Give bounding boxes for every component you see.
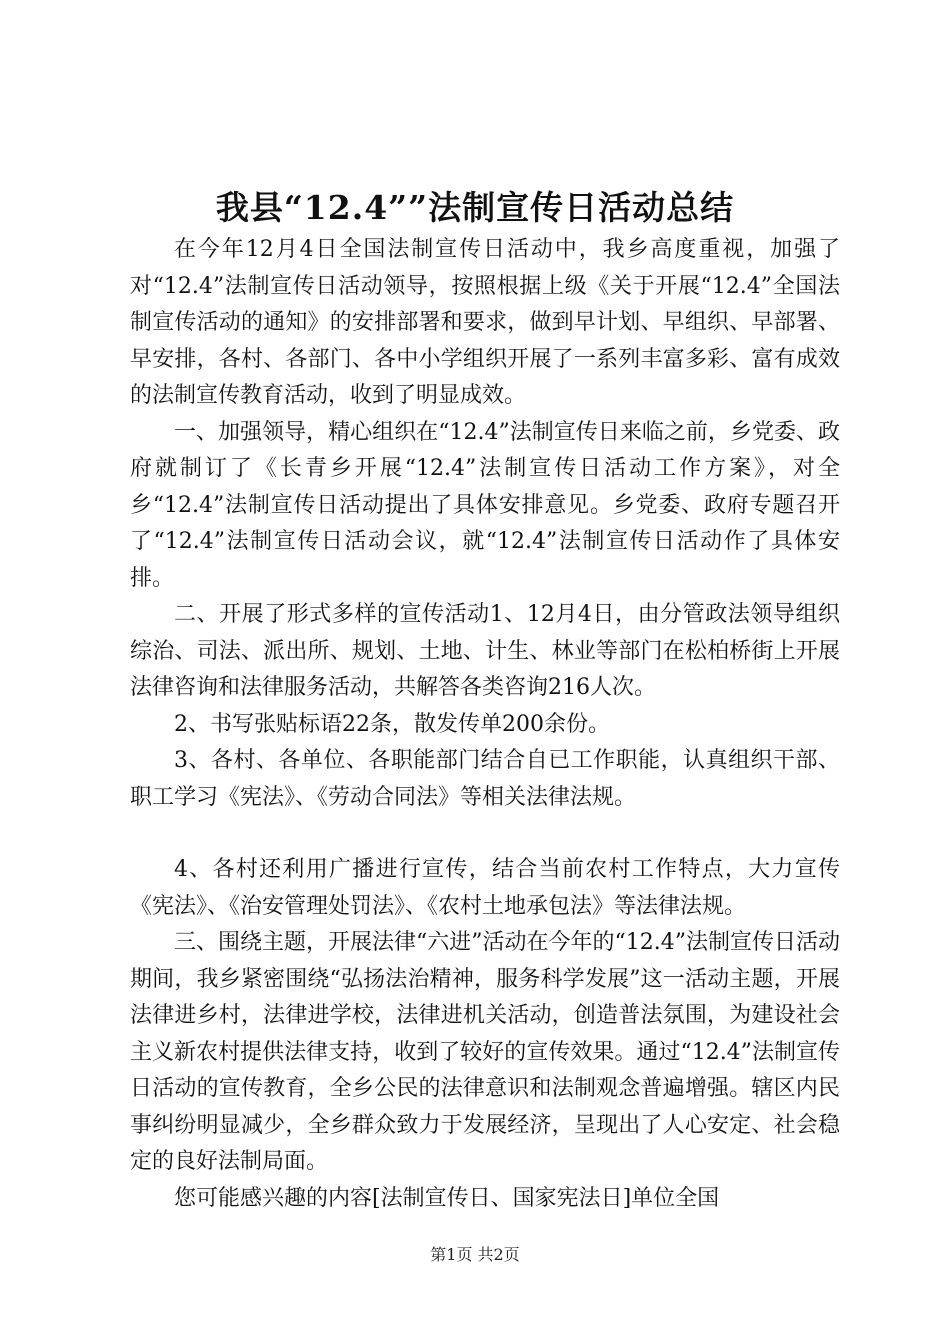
paragraph-intro: 在今年12月4日全国法制宣传日活动中，我乡高度重视，加强了对“12.4”法制宣传日活动领导，按照根据上级《关于开展“12.4”全国法制宣传活动的通知》的安排部署和要求，做到早计划、早组织、早部署、早安排，各村、各部门、各中小学组织开展了一系列丰富多彩、富有成效的法制宣传教育活动，收到了明显成效。 [130,237,840,408]
paragraph-section-3: 三、围绕主题，开展法律“六进”活动在今年的“12.4”法制宣传日活动期间，我乡紧密围绕“弘扬法治精神，服务科学发展”这一活动主题，开展法律进乡村，法律进学校，法律进机关活动，创造普法氛围，为建设社会主义新农村提供法律支持，收到了较好的宣传效果。通过“12.4”法制宣传日活动的宣传教育，全乡公民的法律意识和法制观念普遍增强。辖区内民事纠纷明显减少，全乡群众致力于发展经济，呈现出了人心安定、社会稳定的良好法制局面。 [130,930,840,1174]
paragraph-section-1: 一、加强领导，精心组织在“12.4”法制宣传日来临之前，乡党委、政府就制订了《长青乡开展“12.4”法制宣传日活动工作方案》，对全乡“12.4”法制宣传日活动提出了具体安排意见。乡党委、政府专题召开了“12.4”法制宣传日活动会议，就“12.4”法制宣传日活动作了具体安排。 [130,419,840,591]
paragraph-item-4: 4、各村还利用广播进行宣传，结合当前农村工作特点，大力宣传《宪法》、《治安管理处罚法》、《农村土地承包法》等法律法规。 [130,857,840,919]
page-footer: 第1页 共2页 [430,1245,520,1264]
paragraph-related: 您可能感兴趣的内容[法制宣传日、国家宪法日]单位全国 [174,1185,720,1211]
paragraph-item-3: 3、各村、各单位、各职能部门结合自已工作职能，认真组织干部、职工学习《宪法》、《劳动合同法》等相关法律法规。 [130,748,840,810]
paragraph-spacer [130,816,840,852]
document-title: 我县“12.4””法制宣传日活动总结 [215,188,735,227]
paragraph-section-2: 二、开展了形式多样的宣传活动1、12月4日，由分管政法领导组织综治、司法、派出所、规划、土地、计生、林业等部门在松柏桥街上开展法律咨询和法律服务活动，共解答各类咨询216人次。 [130,602,840,700]
document-body [130,232,840,1217]
paragraph-item-2: 2、书写张贴标语22条，散发传单200余份。 [174,711,610,737]
